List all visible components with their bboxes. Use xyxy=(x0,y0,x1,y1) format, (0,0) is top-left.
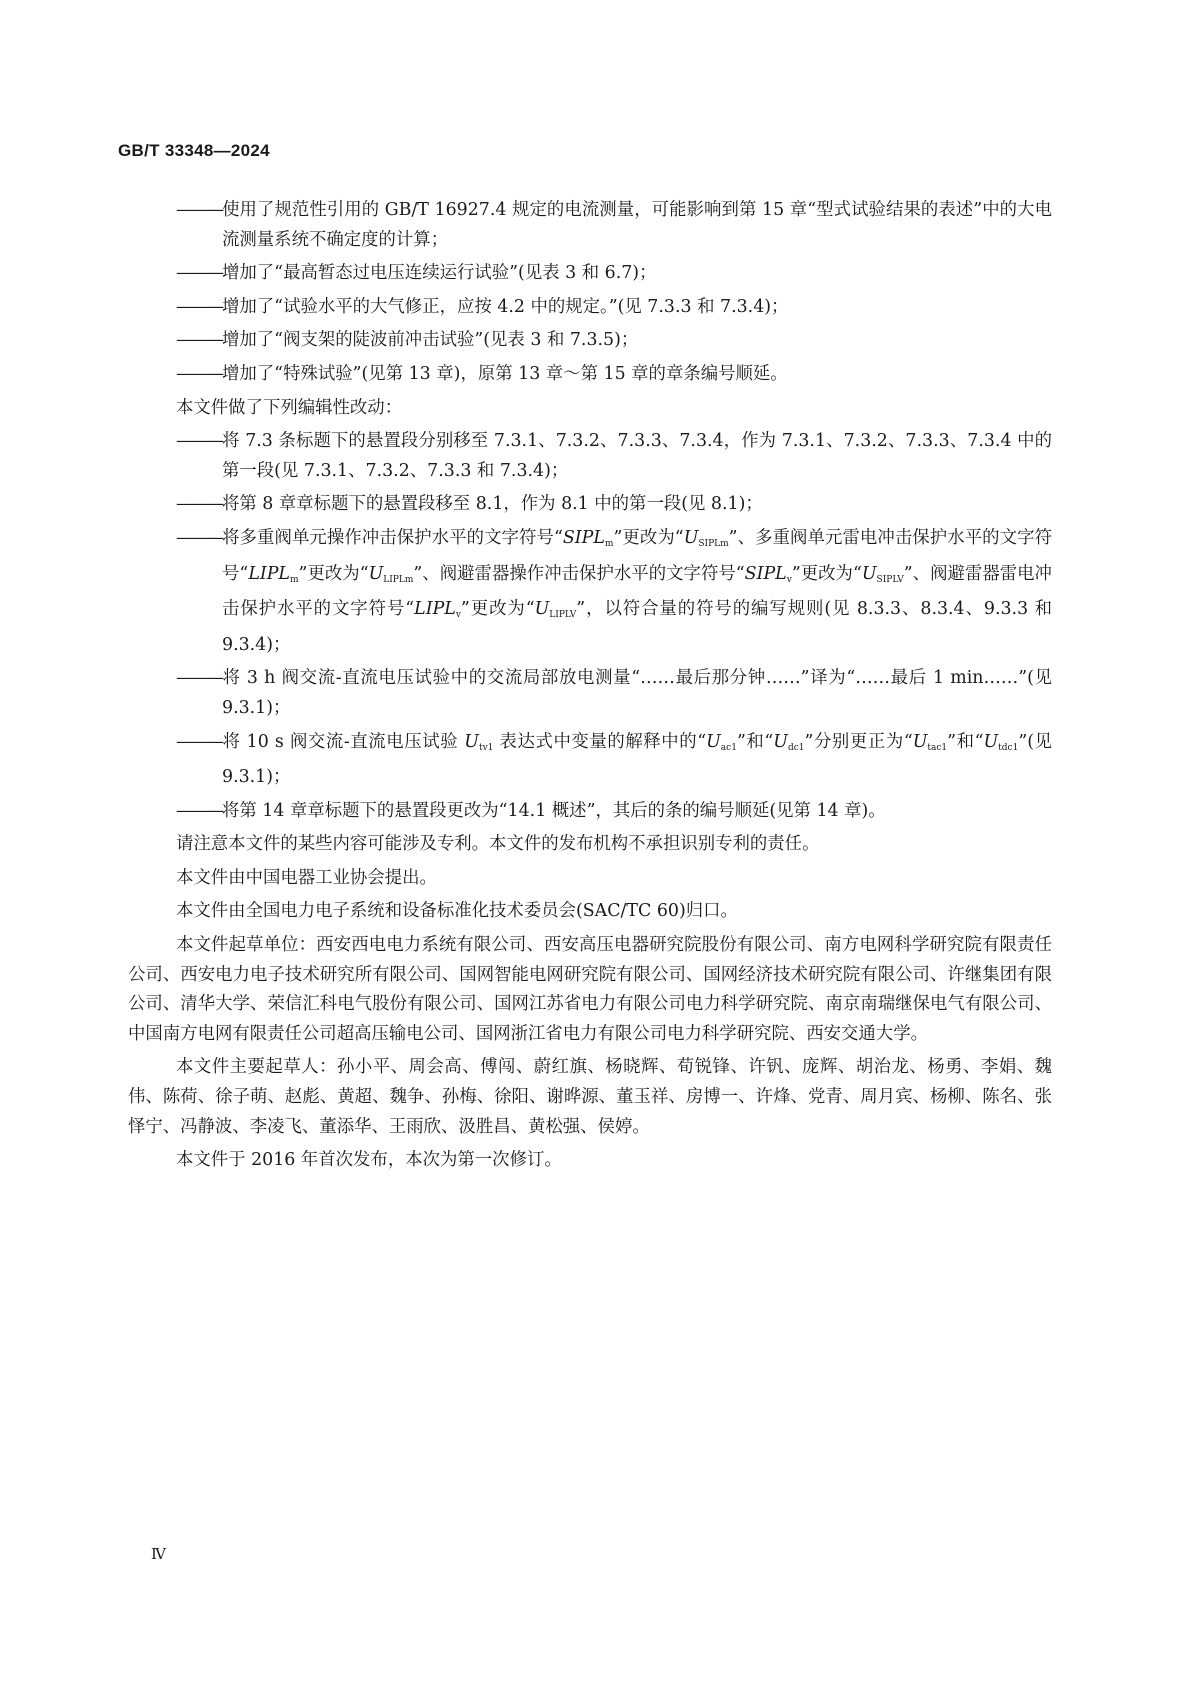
drafting-units: 本文件起草单位：西安西电电力系统有限公司、西安高压电器研究院股份有限公司、南方电网科学研究院有限责任公司、西安电力电子技术研究所有限公司、国网智能电网研究院有限公司、国网经济技术研究院有限公司、许继集团有限公司、清华大学、荣信汇科电气股份有限公司、国网江苏省电力有限公司电力科学研究院、南京南瑞继保电气有限公司、中国南方电网有限责任公司超高压输电公司、国网浙江省电力有限公司电力科学研究院、西安交通大学。 xyxy=(128,935,1052,1044)
foreword-body xyxy=(128,196,1052,1180)
dash: ——— xyxy=(176,330,223,351)
list-item xyxy=(176,797,1052,827)
list-item xyxy=(176,196,1052,255)
technical-committee: 本文件由全国电力电子系统和设备标准化技术委员会(SAC/TC 60)归口。 xyxy=(176,901,738,922)
list-item-text: 将 7.3 条标题下的悬置段分别移至 7.3.1、7.3.2、7.3.3、7.3.4，作为 7.3.1、7.3.2、7.3.3、7.3.4 中的第一段(见 7.3.1、7.3.2、7.3.3 和 7.3.4)； xyxy=(222,431,1052,481)
dash: ——— xyxy=(176,263,223,284)
proposer: 本文件由中国电器工业协会提出。 xyxy=(176,867,437,888)
standard-code-header: GB/T 33348—2024 xyxy=(118,141,270,160)
dash: ——— xyxy=(176,731,223,752)
main-drafters: 本文件主要起草人：孙小平、周会高、傅闯、蔚红旗、杨晓辉、荀锐锋、许钒、庞辉、胡治龙、杨勇、李娟、魏伟、陈荷、徐子萌、赵彪、黄超、魏争、孙梅、徐阳、谢晔源、董玉祥、房博一、许烽、党青、周月宾、杨柳、陈名、张怿宁、冯静波、李凌飞、董添华、王雨欣、汲胜昌、黄松强、侯婷。 xyxy=(128,1057,1052,1137)
revision-history: 本文件于 2016 年首次发布，本次为第一次修订。 xyxy=(176,1150,562,1171)
list-item xyxy=(176,326,1052,356)
list-item xyxy=(176,490,1052,520)
page-number: Ⅳ xyxy=(151,1545,166,1563)
dash: ——— xyxy=(176,200,223,220)
dash: ——— xyxy=(176,296,223,317)
list-item-text: 将第 8 章章标题下的悬置段移至 8.1，作为 8.1 中的第一段(见 8.1)； xyxy=(222,494,763,515)
dash: ——— xyxy=(176,363,223,384)
dash: ——— xyxy=(176,800,223,821)
editorial-changes-intro: 本文件做了下列编辑性改动： xyxy=(176,397,403,418)
patent-notice: 请注意本文件的某些内容可能涉及专利。本文件的发布机构不承担识别专利的责任。 xyxy=(176,834,820,855)
dash: ——— xyxy=(176,431,223,452)
list-item-symbols: ———将多重阀单元操作冲击保护水平的文字符号“$SIPL_m$”更改为“$U_{SIPLm}$”、多重阀单元雷电冲击保护水平的文字符号“$LIPL_m$”更改为“$U_{LIPLm}$”、阀避雷器操作冲击保护水平的文字符号“$SIPL_v$”更改为“$U_{SIPLV}$”、阀避雷器雷电冲击保护水平的文字符号“$LIPL_v$”更改为“$U_{LIPLV}$”，以符合量的符号的编写规则(见 8.3.3、8.3.4、9.3.3 和 9.3.4)； xyxy=(176,524,1052,660)
list-item-text: 将 3 h 阀交流-直流电压试验中的交流局部放电测量“……最后那分钟……”译为“……最后 1 min……”(见 9.3.1)； xyxy=(222,668,1052,718)
dash: ——— xyxy=(176,494,223,515)
list-item-variables: ———将 10 s 阀交流-直流电压试验 $U_{tv1}$ 表达式中变量的解释中的“$U_{ac1}$”和“$U_{dc1}$”分别更正为“$U_{tac1}$”和“$U_{tdc1}$”(见 9.3.1)； xyxy=(176,728,1052,793)
list-item xyxy=(176,293,1052,323)
list-item xyxy=(176,259,1052,289)
list-item-text: 增加了“阀支架的陡波前冲击试验”(见表 3 和 7.3.5)； xyxy=(222,330,639,351)
dash: ——— xyxy=(176,527,223,548)
list-item xyxy=(176,664,1052,723)
list-item-text: 增加了“试验水平的大气修正，应按 4.2 中的规定。”(见 7.3.3 和 7.3.4)； xyxy=(222,296,789,317)
list-item-text: 增加了“最高暂态过电压连续运行试验”(见表 3 和 6.7)； xyxy=(222,263,657,284)
list-item-text: 增加了“特殊试验”(见第 13 章)，原第 13 章～第 15 章的章条编号顺延。 xyxy=(222,363,788,384)
list-item-text: 将第 14 章章标题下的悬置段更改为“14.1 概述”，其后的条的编号顺延(见第 14 章)。 xyxy=(222,800,886,821)
dash: ——— xyxy=(176,668,223,689)
list-item xyxy=(176,360,1052,390)
list-item xyxy=(176,427,1052,486)
list-item-text: 使用了规范性引用的 GB/T 16927.4 规定的电流测量，可能影响到第 15 章“型式试验结果的表述”中的大电流测量系统不确定度的计算； xyxy=(222,200,1052,250)
